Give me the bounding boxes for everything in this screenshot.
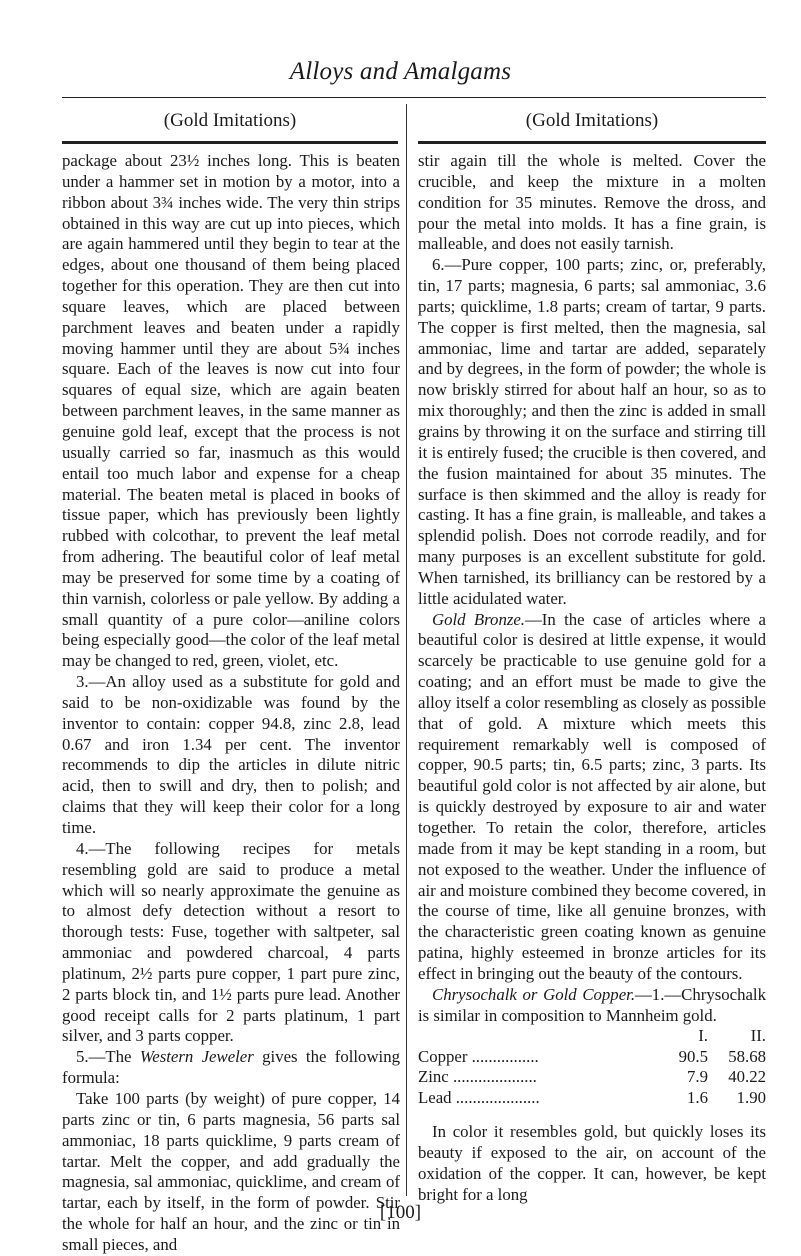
paragraph <box>418 985 766 1027</box>
paragraph <box>62 1047 400 1089</box>
paragraph <box>418 610 766 985</box>
running-title: Alloys and Amalgams <box>289 58 512 85</box>
right-column <box>418 151 766 1206</box>
left-column-header: (Gold Imitations) <box>163 110 297 131</box>
section-heading: Gold Bronze. <box>432 609 526 629</box>
right-column-header: (Gold Imitations) <box>525 110 659 131</box>
paragraph: 3.—An alloy used as a substitute for gold and said to be non-oxidizable was found by the inventor to contain: copper 94.8, zinc 2.8, lead 0.67 and iron 1.34 per cent. The inventor recommends to dip the articles in dilute nitric acid, then to swill and dry, then to polish; and claims that they will keep their color for a long time. <box>62 672 400 837</box>
cell-value: 7.9 <box>687 1067 708 1087</box>
recipe-suffix: gives the following formula: <box>62 1047 401 1088</box>
cell-value: 1.90 <box>736 1087 766 1107</box>
table-header-row <box>418 1026 766 1047</box>
paragraph: 6.—Pure copper, 100 parts; zinc, or, preferably, tin, 17 parts; magnesia, 6 parts; sal ammoniac, 3.6 parts; quicklime, 1.8 parts; cream of tartar, 9 parts. The copper is first melted, then the magnesia, sal ammoniac, lime and tartar are added, separately and by degrees, in the form of powder; the whole is now briskly stirred for about half an hour, so as to mix thoroughly; and then the zinc is added in small grains by throwing it on the surface and stirring till it is entirely fused; the crucible is then covered, and the fusion maintained for about 35 minutes. The surface is then skimmed and the alloy is ready for casting. It has a fine grain, is malleable, and takes a splendid polish. Does not corrode readily, and for many purposes is an excellent substitute for gold. When tarnished, its brilliancy can be restored by a little acidulated water. <box>418 255 766 608</box>
left-header-rule <box>62 141 398 144</box>
recipe-prefix: 5.—The <box>76 1047 140 1067</box>
paragraph: Take 100 parts (by weight) of pure copper, 14 parts zinc or tin, 6 parts magnesia, 56 parts sal ammoniac, 18 parts quicklime, 9 parts cream of tartar. Melt the copper, and add gradually the magnesia, sal ammoniac, quicklime, and cream of tartar, each by itself, in the form of powder. Stir the whole for half an hour, and the zinc or tin in small pieces, and <box>62 1088 400 1254</box>
header-rule <box>62 97 766 98</box>
publication-title: Western Jeweler <box>139 1047 254 1067</box>
column-divider <box>406 104 407 1196</box>
row-label: Zinc .................... <box>418 1067 537 1087</box>
paragraph: In color it resembles gold, but quickly loses its beauty if exposed to the air, on account of the oxidation of the copper. It can, however, be kept bright for a long <box>418 1122 766 1204</box>
paragraph: stir again till the whole is melted. Cover the crucible, and keep the mixture in a molten condition for 35 minutes. Remove the dross, and pour the metal into molds. It has a fine grain, is malleable, and does not easily tarnish. <box>418 151 766 254</box>
section-text: —In the case of articles where a beautiful color is desired at little expense, it would scarcely be practicable to use genuine gold for a coating; and an effort must be made to give the alloy itself a color resembling as closely as possible that of gold. A mixture which meets this requirement remarkably well is composed of copper, 90.5 parts; tin, 6.5 parts; zinc, 3 parts. Its beautiful gold color is not affected by air alone, but is quickly destroyed by exposure to air and water together. To retain the color, therefore, articles made from it may be kept standing in a room, but not exposed to the weather. Under the influence of air and moisture combined they become covered, in the course of time, like all genuine bronzes, with the characteristic green coating known as genuine patina, highly esteemed in bronze articles for its effect in bringing out the beauty of the contours. <box>418 609 767 983</box>
table-row <box>418 1047 766 1068</box>
page-number: [100] <box>379 1202 422 1223</box>
left-column <box>62 151 400 1256</box>
row-label: Lead .................... <box>418 1087 540 1107</box>
cell-value: 1.6 <box>687 1087 708 1107</box>
paragraph: package about 23½ inches long. This is beaten under a hammer set in motion by a motor, into a ribbon about 3¾ inches wide. The very thin strips obtained in this way are cut up into pieces, which are again hammered until they begin to tear at the edges, about one thousand of them being placed together for this operation. They are then cut into square leaves, which are placed between parchment leaves and beaten under a rapidly moving hammer until they are about 5¾ inches square. Each of the leaves is now cut into four squares of equal size, which are again beaten between parchment leaves, in the same manner as genuine gold leaf, except that the process is not usually carried so far, inasmuch as this would entail too much labor and expense for a cheap material. The beaten metal is placed in books of tissue paper, which has previously been lightly rubbed with colcothar, to prevent the leaf metal from adhering. The beautiful color of leaf metal may be preserved for some time by a coating of thin varnish, colorless or pale yellow. By adding a small quantity of a pure color—aniline colors being especially good—the color of the leaf metal may be changed to red, green, violet, etc. <box>62 151 400 671</box>
table-row <box>418 1088 766 1109</box>
section-text: —1.—Chrysochalk is similar in composition to Mannheim gold. <box>418 984 766 1025</box>
paragraph: 4.—The following recipes for metals resembling gold are said to produce a metal which will so nearly approximate the genuine as to almost defy detection without a resort to thorough tests: Fuse, together with saltpeter, sal ammoniac and powdered charcoal, 4 parts platinum, 2½ parts pure copper, 1 part pure zinc, 2 parts block tin, and 1½ parts pure lead. Another good receipt calls for 2 parts platinum, 1 part silver, and 3 parts copper. <box>62 838 400 1046</box>
alloy-composition-table <box>418 1026 766 1108</box>
row-label: Copper ................ <box>418 1046 539 1066</box>
section-heading: Chrysochalk or Gold Copper. <box>432 984 636 1004</box>
column-header: I. <box>698 1026 708 1046</box>
column-header: II. <box>750 1026 766 1046</box>
right-header-rule <box>418 141 766 144</box>
table-row <box>418 1067 766 1088</box>
cell-value: 40.22 <box>728 1067 766 1087</box>
cell-value: 90.5 <box>678 1046 708 1066</box>
cell-value: 58.68 <box>728 1046 766 1066</box>
